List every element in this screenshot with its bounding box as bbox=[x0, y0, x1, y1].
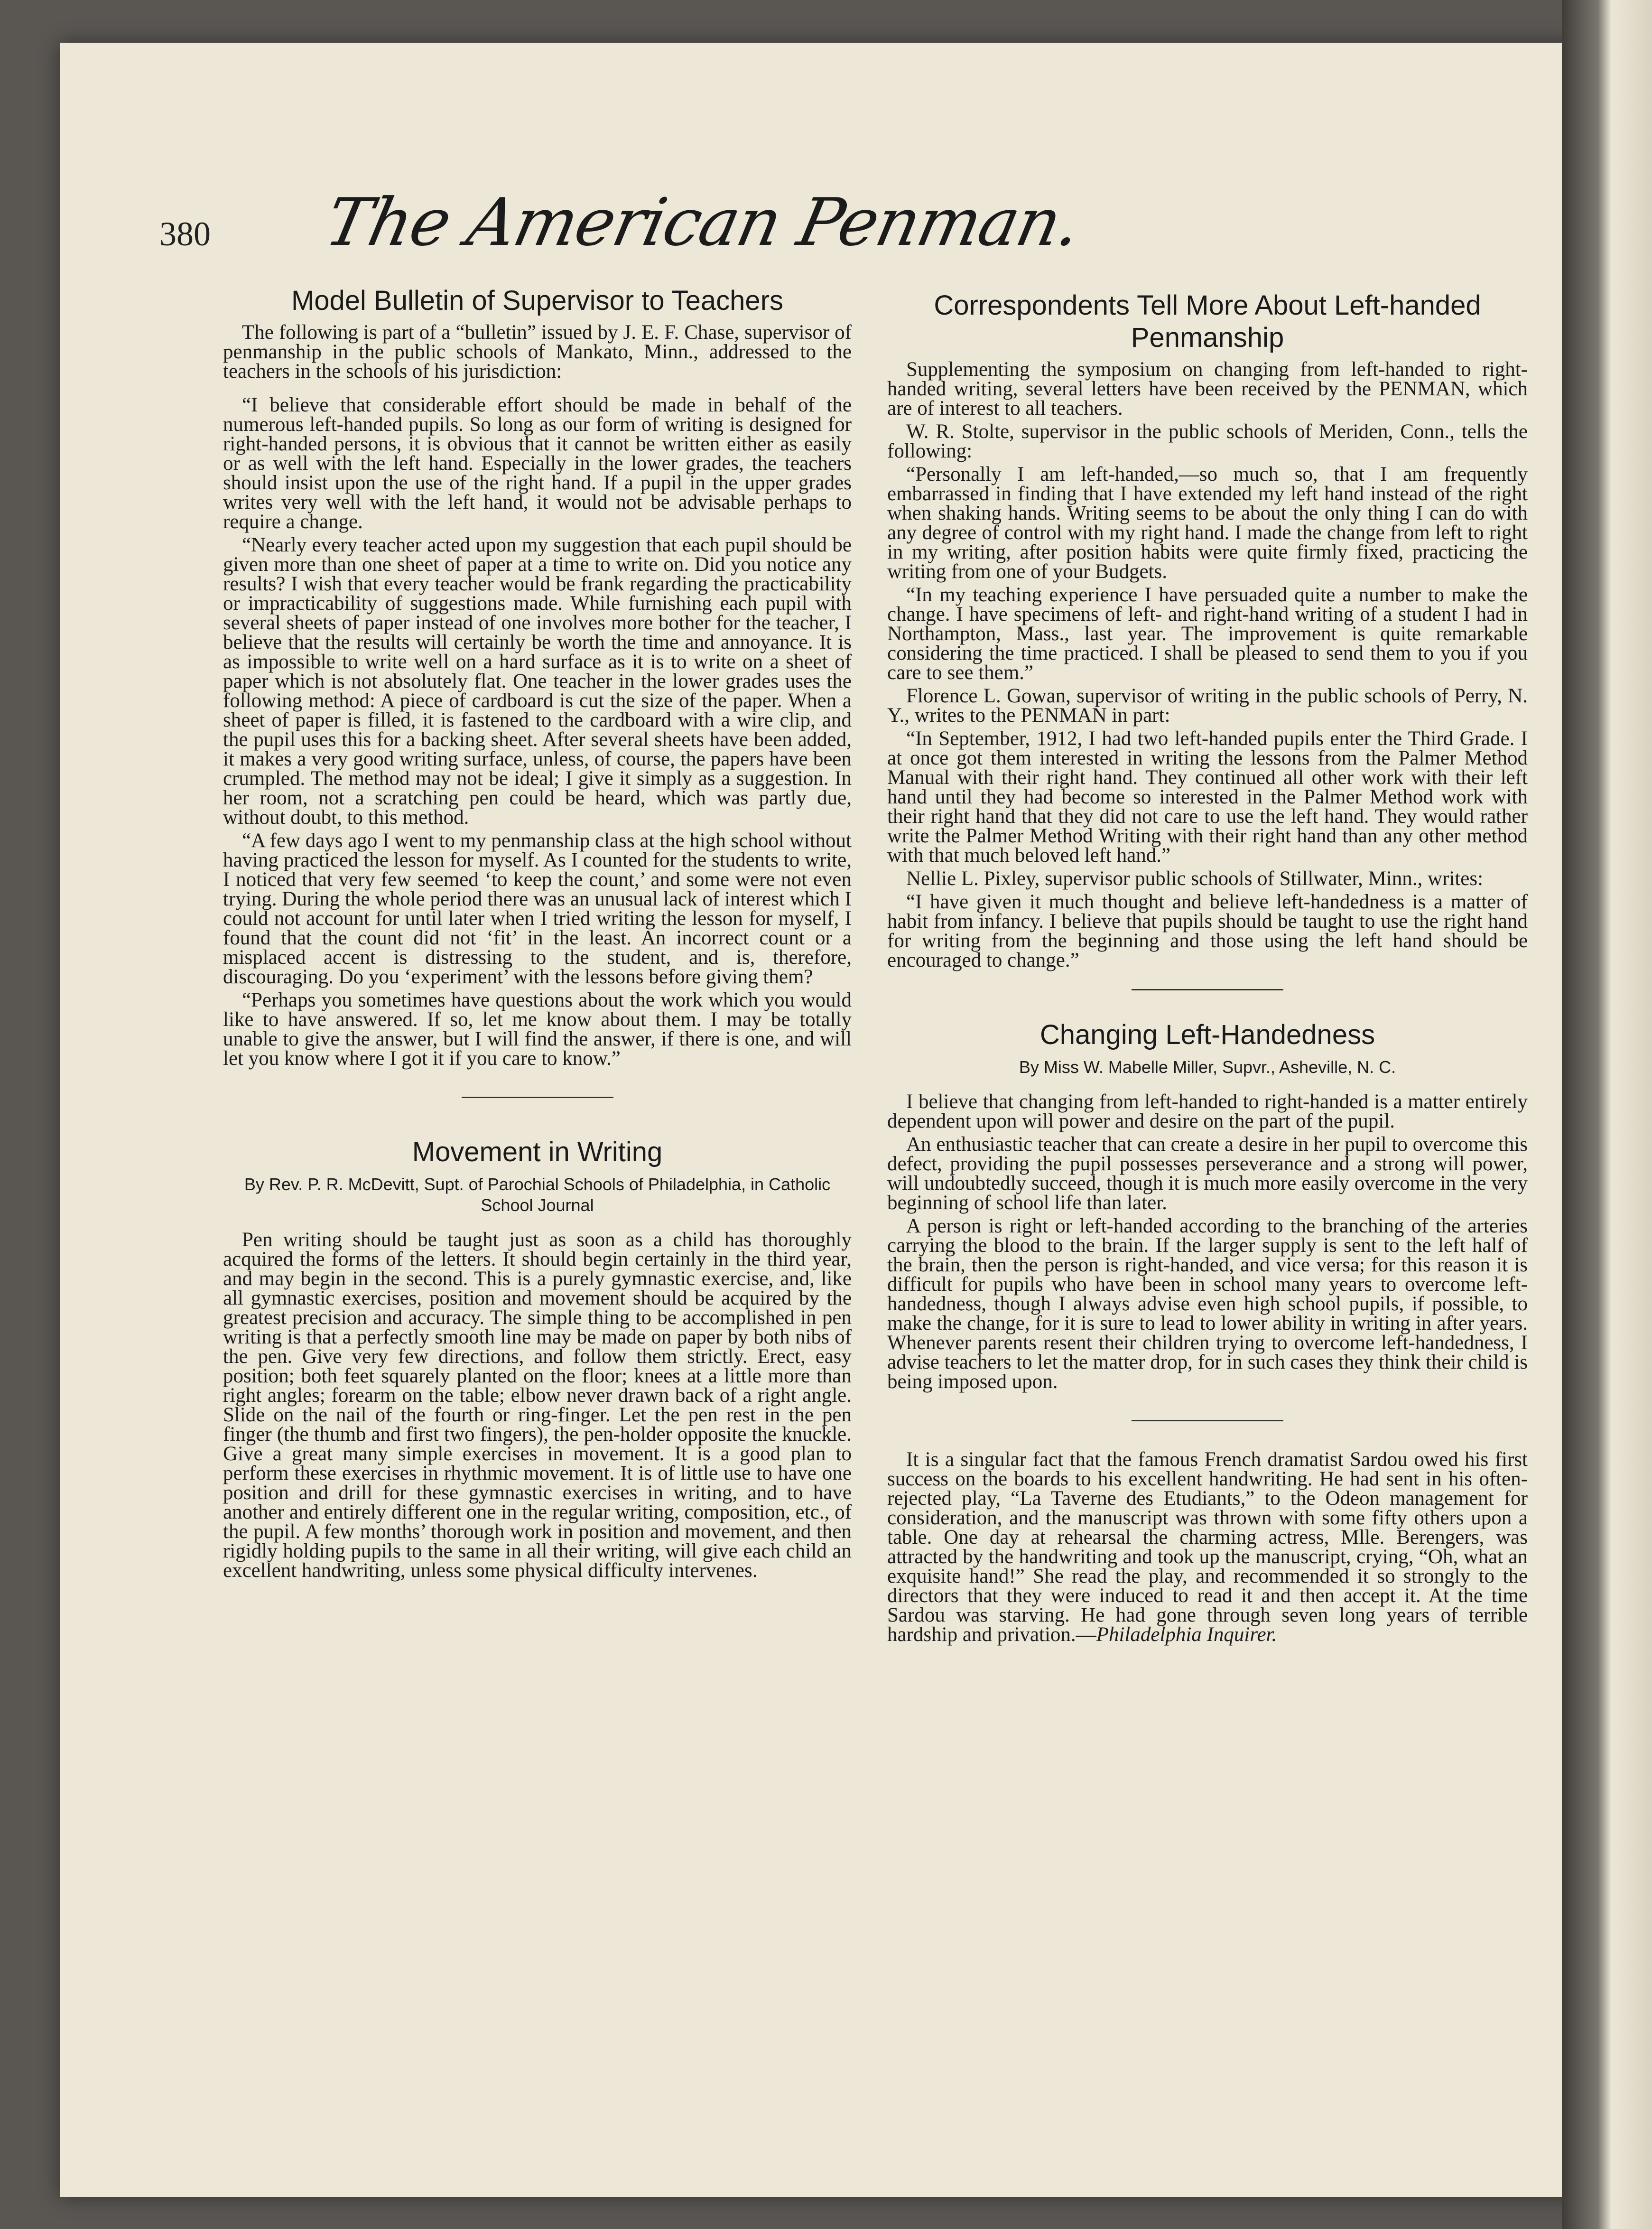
section-divider bbox=[1132, 989, 1283, 990]
paragraph-sardou bbox=[887, 1450, 1528, 1644]
paragraph: “Nearly every teacher acted upon my suggestion that each pupil should be given more than one sheet of paper at a time to write on. Did you notice any results? I wish that every teacher would be frank regarding the practicability or impracticability of suggestions made. While furnishing each pupil with several sheets of paper instead of one involves more bother for the teacher, I believe that the results will certainly be worth the time and annoyance. It is as impossible to write well on a hard surface as it is to write on a sheet of paper which is not absolutely flat. One teacher in the lower grades uses the following method: A piece of cardboard is cut the size of the paper. When a sheet of paper is filled, it is fastened to the cardboard with a wire clip, and the pupil uses this for a backing sheet. After several sheets have been added, it makes a very good writing surface, unless, of course, the papers have been crumpled. The method may not be ideal; I give it simply as a suggestion. In her room, not a scratching pen could be heard, which was partly due, without doubt, to this method. bbox=[223, 534, 852, 829]
article-title-correspondents: Correspondents Tell More About Left-handed Penmanship bbox=[934, 290, 1481, 353]
paragraph: “Perhaps you sometimes have questions about the work which you would like to have answered. If so, let me know about them. I may be totally unable to give the answer, but I will find the answer, if there is one, and will let you know where I got it if you care to know.” bbox=[223, 989, 852, 1070]
paragraph: I believe that changing from left-handed to right-handed is a matter entirely dependent upon will power and desire on the part of the pupil. bbox=[887, 1091, 1528, 1132]
paragraph: Nellie L. Pixley, supervisor public schools of Stillwater, Minn., writes: bbox=[906, 867, 1484, 890]
masthead-title: The American Penman. bbox=[319, 184, 1087, 261]
page-number: 380 bbox=[159, 215, 211, 253]
paragraph: Florence L. Gowan, supervisor of writing in the public schools of Perry, N. Y., writes to the PENMAN in part: bbox=[887, 685, 1528, 727]
paragraph: Supplementing the symposium on changing from left-handed to right-handed writing, several letters have been received by the PENMAN, which are of interest to all teachers. bbox=[887, 358, 1528, 420]
section-divider bbox=[462, 1097, 613, 1098]
paragraph: W. R. Stolte, supervisor in the public schools of Meriden, Conn., tells the following: bbox=[887, 420, 1528, 462]
article-title-bulletin: Model Bulletin of Supervisor to Teachers bbox=[291, 285, 784, 316]
paragraph: “In September, 1912, I had two left-handed pupils enter the Third Grade. I at once got them interested in writing the lessons from the Palmer Method Manual with their right hand. They continued all other work with their left hand until they had become so interested in the Palmer Method work with their right hand that they did not care to use the left hand. They would rather write the Palmer Method Writing with their right hand than any other method with that much beloved left hand.” bbox=[887, 727, 1528, 867]
book-spine bbox=[1562, 0, 1652, 2229]
article-byline: By Rev. P. R. McDevitt, Supt. of Parochial Schools of Philadelphia, in Catholic School Journal bbox=[244, 1175, 831, 1215]
article-byline: By Miss W. Mabelle Miller, Supvr., Asheville, N. C. bbox=[1019, 1057, 1396, 1077]
right-column bbox=[887, 289, 1528, 1648]
left-column bbox=[223, 285, 852, 1584]
paragraph: “I believe that considerable effort should be made in behalf of the numerous left-handed pupils. So long as our form of writing is designed for right-handed persons, it is obvious that it cannot be written either as easily or as well with the left hand. Especially in the lower grades, the teachers should insist upon the use of the right hand. If a pupil in the upper grades writes very well with the left hand, it would not be advisable perhaps to require a change. bbox=[223, 394, 852, 533]
paragraph: An enthusiastic teacher that can create a desire in her pupil to overcome this defect, providing the pupil possesses perseverance and a strong will power, will undoubtedly succeed, though it is much more easily overcome in the very beginning of school life than later. bbox=[887, 1133, 1528, 1214]
article-title-movement: Movement in Writing bbox=[412, 1137, 663, 1167]
paragraph: The following is part of a “bulletin” issued by J. E. F. Chase, supervisor of penmanship in the public schools of Mankato, Minn., addressed to the teachers in the schools of his jurisdiction: bbox=[223, 321, 852, 382]
article-title-changing: Changing Left-Handedness bbox=[1039, 1019, 1375, 1050]
paragraph: Pen writing should be taught just as soon as a child has thoroughly acquired the forms of the letters. It should begin certainly in the third year, and may begin in the second. This is a purely gymnastic exercise, and, like all gymnastic exercises, position and movement should be acquired by the greatest precision and accuracy. The simple thing to be accomplished in pen writing is that a perfectly smooth line may be made on paper by both nibs of the pen. Give very few directions, and follow them strictly. Erect, easy position; both feet squarely planted on the floor; knees at a little more than right angles; forearm on the table; elbow never drawn back of a right angle. Slide on the nail of the fourth or ring-finger. Let the pen rest in the pen finger (the thumb and first two fingers), the pen-holder opposite the knuckle. Give a great many simple exercises in movement. It is a good plan to perform these exercises in rhythmic movement. It is of little use to have one position and drill for these gymnastic exercises in writing, and to have another and entirely different one in the regular writing, composition, etc., of the pupil. A few months’ thorough work in position and movement, and then rigidly holding pupils to the same in all their writing, will give each child an excellent handwriting, unless some physical difficulty intervenes. bbox=[223, 1229, 852, 1582]
paragraph: A person is right or left-handed according to the branching of the arteries carrying the blood to the brain. If the larger supply is sent to the left half of the brain, then the person is right-handed, and vice versa; for this reason it is difficult for pupils who have been in school many years to overcome left-handedness, though I always advise even high school pupils, if possible, to make the change, for it is sure to lead to lower ability in writing in after years. Whenever parents resent their children trying to overcome left-handedness, I advise teachers to let the matter drop, for in such cases they think their child is being imposed upon. bbox=[887, 1215, 1528, 1393]
paragraph: “In my teaching experience I have persuaded quite a number to make the change. I have specimens of left- and right-hand writing of a student I had in Northampton, Mass., last year. The improvement is quite remarkable considering the time practiced. I shall be pleased to send them to you if you care to see them.” bbox=[887, 584, 1528, 684]
section-divider bbox=[1132, 1420, 1283, 1421]
sardou-text: It is a singular fact that the famous French dramatist Sardou owed his first success on the boards to his excellent handwriting. He had sent in his often-rejected play, “La Taverne des Etudiants,” to the Odeon management for consideration, and the manuscript was thrown with some fifty others upon a table. One day at rehearsal the charming actress, Mlle. Berengers, was attracted by the handwriting and took up the manuscript, crying, “Oh, what an exquisite hand!” She read the play, and recommended it so strongly to the directors that they were induced to read it and then accept it. At the time Sardou was starving. He had gone through seven long years of terrible hardship and privation.— bbox=[887, 1448, 1528, 1646]
source-credit: Philadelphia Inquirer. bbox=[1096, 1623, 1277, 1646]
paragraph: “Personally I am left-handed,—so much so, that I am frequently embarrassed in finding that I have extended my left hand instead of the right when shaking hands. Writing seems to be about the only thing I can do with any degree of control with my right hand. I made the change from left to right in my writing, after position habits were quite firmly fixed, practicing the writing from one of your Budgets. bbox=[887, 463, 1528, 583]
paragraph: “I have given it much thought and believe left-handedness is a matter of habit from infancy. I believe that pupils should be taught to use the right hand for writing from the beginning and those using the left hand should be encouraged to change.” bbox=[887, 891, 1528, 971]
paragraph: “A few days ago I went to my penmanship class at the high school without having practiced the lesson for myself. As I counted for the students to write, I noticed that very few seemed ‘to keep the count,’ and some were not even trying. During the whole period there was an unusual lack of interest which I could not account for until later when I tried writing the lesson for myself, I found that the count did not ‘fit’ in the least. An incorrect count or a misplaced accent is distressing to the student, and is, therefore, discouraging. Do you ‘experiment’ with the lessons before giving them? bbox=[223, 830, 852, 988]
